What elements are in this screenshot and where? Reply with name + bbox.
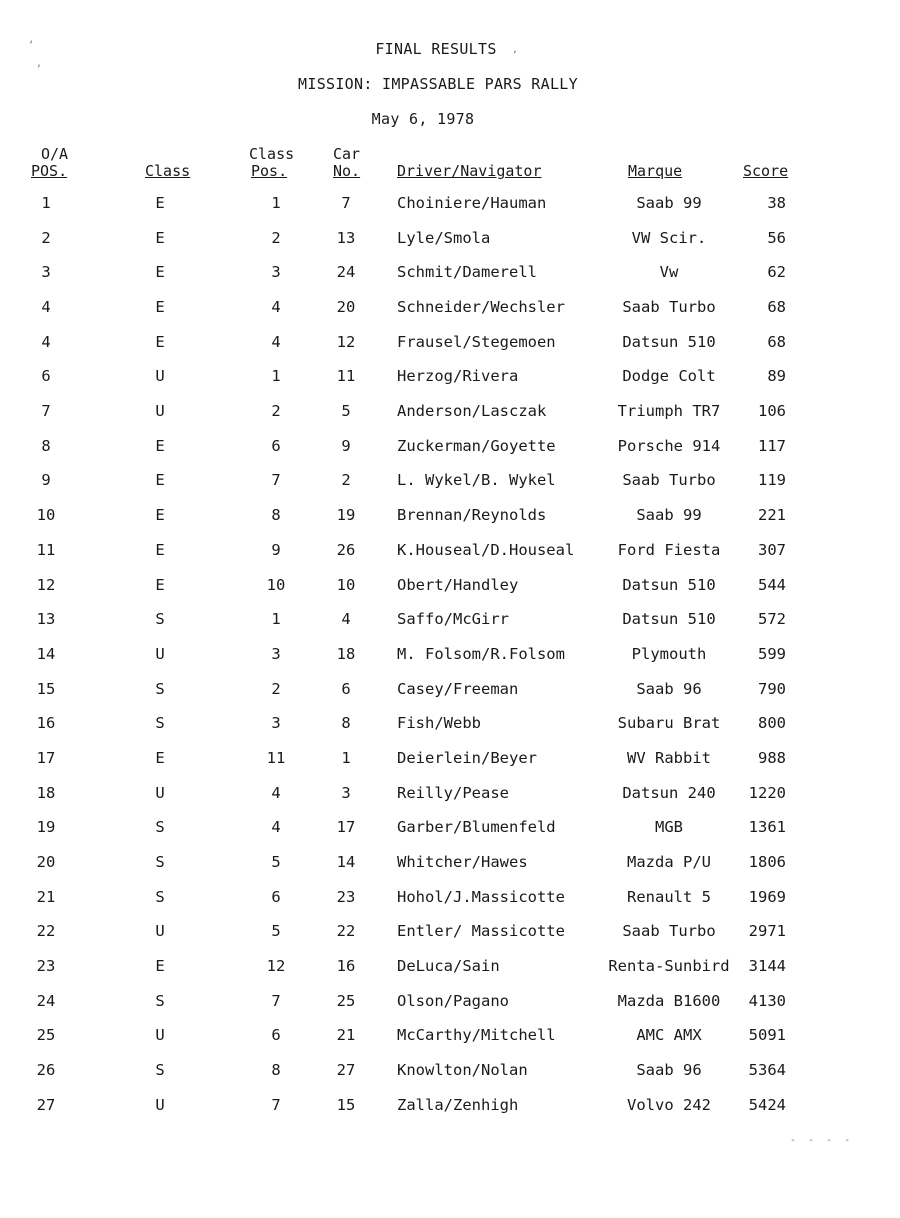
row-marque: Mazda B1600 — [617, 991, 721, 1010]
row-marque: Ford Fiesta — [617, 540, 721, 559]
row-class-pos: 6 — [271, 436, 281, 455]
row-score: 119 — [758, 471, 786, 490]
row-oa-pos: 1 — [41, 194, 51, 212]
row-score: 5091 — [748, 1026, 786, 1045]
row-class-pos: 4 — [271, 783, 281, 802]
col-header-car-no-line2: No. — [333, 162, 361, 180]
row-car-no: 3 — [341, 783, 351, 802]
row-driver-navigator: Brennan/Reynolds — [397, 506, 547, 525]
row-class: E — [155, 436, 165, 455]
row-driver-navigator: Garber/Blumenfeld — [397, 818, 556, 837]
row-score: 106 — [758, 402, 786, 421]
event-date: May 6, 1978 — [371, 110, 475, 128]
row-car-no: 8 — [341, 714, 351, 733]
row-oa-pos: 13 — [36, 610, 56, 629]
row-driver-navigator: Choiniere/Hauman — [397, 194, 547, 212]
row-score: 2971 — [748, 922, 786, 941]
row-marque: Volvo 242 — [627, 1095, 711, 1114]
row-marque: Saab 99 — [636, 506, 702, 525]
row-class: S — [155, 852, 165, 871]
col-header-driver — [397, 163, 542, 180]
row-score: 38 — [767, 194, 786, 212]
row-class-pos: 10 — [266, 575, 286, 594]
row-car-no: 7 — [341, 194, 351, 212]
row-oa-pos: 16 — [36, 714, 56, 733]
row-marque: Renta-Sunbird — [608, 957, 730, 975]
row-car-no: 16 — [336, 957, 356, 975]
row-score: 5364 — [748, 1061, 786, 1079]
table-row — [0, 471, 900, 495]
col-header-oa-pos-line1: O/A — [41, 145, 69, 163]
row-class: E — [155, 506, 165, 525]
row-driver-navigator: Whitcher/Hawes — [397, 852, 528, 871]
row-car-no: 15 — [336, 1095, 356, 1114]
row-class: E — [155, 748, 165, 767]
row-car-no: 4 — [341, 610, 351, 629]
row-class-pos: 3 — [271, 263, 281, 282]
table-row — [0, 1061, 900, 1085]
row-score: 117 — [758, 436, 786, 455]
row-oa-pos: 12 — [36, 575, 56, 594]
row-class: E — [155, 957, 165, 975]
row-class-pos: 9 — [271, 540, 281, 559]
row-car-no: 12 — [336, 332, 356, 351]
row-oa-pos: 23 — [36, 957, 56, 975]
row-oa-pos: 15 — [36, 679, 56, 698]
col-header-marque — [628, 163, 682, 180]
table-row — [0, 749, 900, 773]
scan-speck: - - - - — [790, 1135, 854, 1146]
row-marque: WV Rabbit — [627, 748, 711, 767]
row-class-pos: 2 — [271, 402, 281, 421]
table-row — [0, 680, 900, 704]
row-marque: MGB — [655, 818, 683, 837]
table-row — [0, 992, 900, 1016]
row-driver-navigator: Herzog/Rivera — [397, 367, 519, 386]
row-score: 572 — [758, 610, 786, 629]
row-class-pos: 11 — [266, 748, 286, 767]
col-header-score — [743, 163, 788, 180]
row-class-pos: 7 — [271, 991, 281, 1010]
row-score: 1969 — [748, 887, 786, 906]
row-marque: Saab 96 — [636, 1061, 702, 1079]
row-score: 5424 — [748, 1095, 786, 1114]
row-oa-pos: 24 — [36, 991, 56, 1010]
table-row — [0, 610, 900, 634]
row-oa-pos: 22 — [36, 922, 56, 941]
row-oa-pos: 9 — [41, 471, 51, 490]
table-row — [0, 888, 900, 912]
row-score: 68 — [767, 298, 786, 316]
row-class-pos: 12 — [266, 957, 286, 975]
scan-speck: , — [36, 58, 43, 69]
row-driver-navigator: L. Wykel/B. Wykel — [397, 471, 556, 490]
row-class: U — [155, 644, 165, 663]
row-class-pos: 1 — [271, 194, 281, 212]
col-header-class — [145, 163, 190, 180]
row-car-no: 23 — [336, 887, 356, 906]
row-marque: Mazda P/U — [627, 852, 711, 871]
row-class: U — [155, 922, 165, 941]
row-score: 599 — [758, 644, 786, 663]
row-class: U — [155, 367, 165, 386]
row-class: E — [155, 194, 165, 212]
col-header-marque-label: Marque — [628, 162, 683, 180]
row-car-no: 25 — [336, 991, 356, 1010]
row-car-no: 5 — [341, 402, 351, 421]
row-oa-pos: 11 — [36, 540, 56, 559]
row-class-pos: 4 — [271, 818, 281, 837]
row-driver-navigator: Hohol/J.Massicotte — [397, 887, 565, 906]
row-oa-pos: 7 — [41, 402, 51, 421]
row-oa-pos: 4 — [41, 332, 51, 351]
row-class: S — [155, 991, 165, 1010]
row-oa-pos: 6 — [41, 367, 51, 386]
row-car-no: 1 — [341, 748, 351, 767]
row-marque: Datsun 510 — [622, 575, 716, 594]
row-score: 68 — [767, 332, 786, 351]
row-class-pos: 7 — [271, 1095, 281, 1114]
col-header-driver-label: Driver/Navigator — [397, 162, 542, 180]
row-oa-pos: 14 — [36, 644, 56, 663]
row-driver-navigator: Lyle/Smola — [397, 228, 491, 247]
row-oa-pos: 18 — [36, 783, 56, 802]
row-class-pos: 1 — [271, 367, 281, 386]
row-class-pos: 2 — [271, 679, 281, 698]
row-class: E — [155, 540, 165, 559]
row-class: U — [155, 783, 165, 802]
row-marque: Saab 99 — [636, 194, 702, 212]
row-car-no: 27 — [336, 1061, 356, 1079]
row-car-no: 6 — [341, 679, 351, 698]
row-marque: Porsche 914 — [617, 436, 721, 455]
row-score: 544 — [758, 575, 786, 594]
table-row — [0, 506, 900, 530]
row-score: 62 — [767, 263, 786, 282]
row-score: 307 — [758, 540, 786, 559]
row-oa-pos: 4 — [41, 298, 51, 316]
row-class: E — [155, 228, 165, 247]
table-row — [0, 194, 900, 218]
row-oa-pos: 25 — [36, 1026, 56, 1045]
row-score: 1806 — [748, 852, 786, 871]
row-oa-pos: 3 — [41, 263, 51, 282]
table-row — [0, 922, 900, 946]
row-marque: Datsun 510 — [622, 610, 716, 629]
row-class: E — [155, 298, 165, 316]
col-header-oa-pos-line2: POS. — [31, 162, 68, 180]
row-driver-navigator: Frausel/Stegemoen — [397, 332, 556, 351]
row-score: 56 — [767, 228, 786, 247]
row-car-no: 24 — [336, 263, 356, 282]
row-marque: Triumph TR7 — [617, 402, 721, 421]
table-row — [0, 298, 900, 322]
row-driver-navigator: Deierlein/Beyer — [397, 748, 537, 767]
row-class-pos: 4 — [271, 298, 281, 316]
row-class: U — [155, 1026, 165, 1045]
row-score: 3144 — [748, 957, 786, 975]
event-name: MISSION: IMPASSABLE PARS RALLY — [298, 75, 578, 93]
row-class: S — [155, 818, 165, 837]
row-class-pos: 8 — [271, 1061, 281, 1079]
table-row — [0, 784, 900, 808]
row-score: 89 — [767, 367, 786, 386]
row-car-no: 26 — [336, 540, 356, 559]
row-oa-pos: 27 — [36, 1095, 56, 1114]
row-car-no: 22 — [336, 922, 356, 941]
row-driver-navigator: Entler/ Massicotte — [397, 922, 565, 941]
table-row — [0, 263, 900, 287]
scan-speck: ‘ — [28, 40, 35, 51]
row-marque: AMC AMX — [636, 1026, 702, 1045]
row-marque: Datsun 240 — [622, 783, 716, 802]
row-car-no: 18 — [336, 644, 356, 663]
col-header-score-label: Score — [743, 162, 789, 180]
row-class-pos: 1 — [271, 610, 281, 629]
row-class-pos: 5 — [271, 852, 281, 871]
row-class: E — [155, 575, 165, 594]
row-marque: Saab 96 — [636, 679, 702, 698]
table-row — [0, 333, 900, 357]
table-row — [0, 229, 900, 253]
row-class-pos: 6 — [271, 887, 281, 906]
row-car-no: 2 — [341, 471, 351, 490]
row-driver-navigator: Zalla/Zenhigh — [397, 1095, 519, 1114]
row-score: 790 — [758, 679, 786, 698]
row-driver-navigator: Saffo/McGirr — [397, 610, 509, 629]
table-row — [0, 541, 900, 565]
row-oa-pos: 17 — [36, 748, 56, 767]
row-marque: Datsun 510 — [622, 332, 716, 351]
row-driver-navigator: Olson/Pagano — [397, 991, 509, 1010]
row-car-no: 19 — [336, 506, 356, 525]
row-car-no: 11 — [336, 367, 356, 386]
row-marque: Dodge Colt — [622, 367, 716, 386]
row-score: 1220 — [748, 783, 786, 802]
table-row — [0, 1096, 900, 1120]
scan-speck: , — [512, 44, 519, 55]
row-score: 221 — [758, 506, 786, 525]
row-car-no: 13 — [336, 228, 356, 247]
col-header-car-no-line1: Car — [333, 145, 361, 163]
table-row — [0, 818, 900, 842]
table-row — [0, 1026, 900, 1050]
row-driver-navigator: M. Folsom/R.Folsom — [397, 644, 565, 663]
row-class-pos: 7 — [271, 471, 281, 490]
row-oa-pos: 21 — [36, 887, 56, 906]
row-driver-navigator: Casey/Freeman — [397, 679, 519, 698]
row-driver-navigator: K.Houseal/D.Houseal — [397, 540, 575, 559]
col-header-class-pos-line2: Pos. — [251, 162, 288, 180]
table-row — [0, 714, 900, 738]
col-header-car-no — [333, 146, 360, 180]
row-driver-navigator: Zuckerman/Goyette — [397, 436, 556, 455]
table-row — [0, 957, 900, 981]
row-marque: Saab Turbo — [622, 471, 716, 490]
table-row — [0, 437, 900, 461]
row-class: S — [155, 887, 165, 906]
row-car-no: 10 — [336, 575, 356, 594]
row-driver-navigator: Fish/Webb — [397, 714, 481, 733]
row-class-pos: 3 — [271, 714, 281, 733]
col-header-class-pos — [249, 146, 294, 180]
row-oa-pos: 2 — [41, 228, 51, 247]
row-score: 1361 — [748, 818, 786, 837]
row-class-pos: 3 — [271, 644, 281, 663]
row-class: E — [155, 471, 165, 490]
row-car-no: 9 — [341, 436, 351, 455]
row-marque: Saab Turbo — [622, 298, 716, 316]
row-driver-navigator: Schneider/Wechsler — [397, 298, 565, 316]
row-class: S — [155, 610, 165, 629]
row-driver-navigator: Schmit/Damerell — [397, 263, 537, 282]
row-class: S — [155, 714, 165, 733]
row-class-pos: 4 — [271, 332, 281, 351]
col-header-class-label: Class — [145, 162, 191, 180]
col-header-class-pos-line1: Class — [249, 145, 295, 163]
table-row — [0, 367, 900, 391]
table-row — [0, 853, 900, 877]
row-score: 988 — [758, 748, 786, 767]
row-class-pos: 5 — [271, 922, 281, 941]
row-marque: VW Scir. — [631, 228, 707, 247]
row-class-pos: 2 — [271, 228, 281, 247]
row-class: E — [155, 263, 165, 282]
page-title: FINAL RESULTS — [375, 40, 497, 58]
row-marque: Subaru Brat — [617, 714, 721, 733]
row-driver-navigator: McCarthy/Mitchell — [397, 1026, 556, 1045]
row-oa-pos: 26 — [36, 1061, 56, 1079]
row-class: E — [155, 332, 165, 351]
row-score: 4130 — [748, 991, 786, 1010]
row-class: S — [155, 1061, 165, 1079]
row-marque: Saab Turbo — [622, 922, 716, 941]
row-class-pos: 6 — [271, 1026, 281, 1045]
row-car-no: 14 — [336, 852, 356, 871]
row-driver-navigator: DeLuca/Sain — [397, 957, 500, 975]
row-driver-navigator: Knowlton/Nolan — [397, 1061, 528, 1079]
row-class: S — [155, 679, 165, 698]
row-oa-pos: 8 — [41, 436, 51, 455]
row-driver-navigator: Obert/Handley — [397, 575, 519, 594]
col-header-oa-pos — [31, 145, 69, 180]
row-marque: Renault 5 — [627, 887, 711, 906]
table-row — [0, 402, 900, 426]
row-class-pos: 8 — [271, 506, 281, 525]
row-car-no: 20 — [336, 298, 356, 316]
row-driver-navigator: Reilly/Pease — [397, 783, 509, 802]
row-class: U — [155, 1095, 165, 1114]
row-marque: Plymouth — [631, 644, 707, 663]
table-row — [0, 576, 900, 600]
row-score: 800 — [758, 714, 786, 733]
row-oa-pos: 10 — [36, 506, 56, 525]
row-driver-navigator: Anderson/Lasczak — [397, 402, 547, 421]
row-car-no: 21 — [336, 1026, 356, 1045]
table-row — [0, 645, 900, 669]
row-oa-pos: 19 — [36, 818, 56, 837]
row-class: U — [155, 402, 165, 421]
row-oa-pos: 20 — [36, 852, 56, 871]
row-car-no: 17 — [336, 818, 356, 837]
row-marque: Vw — [659, 263, 679, 282]
